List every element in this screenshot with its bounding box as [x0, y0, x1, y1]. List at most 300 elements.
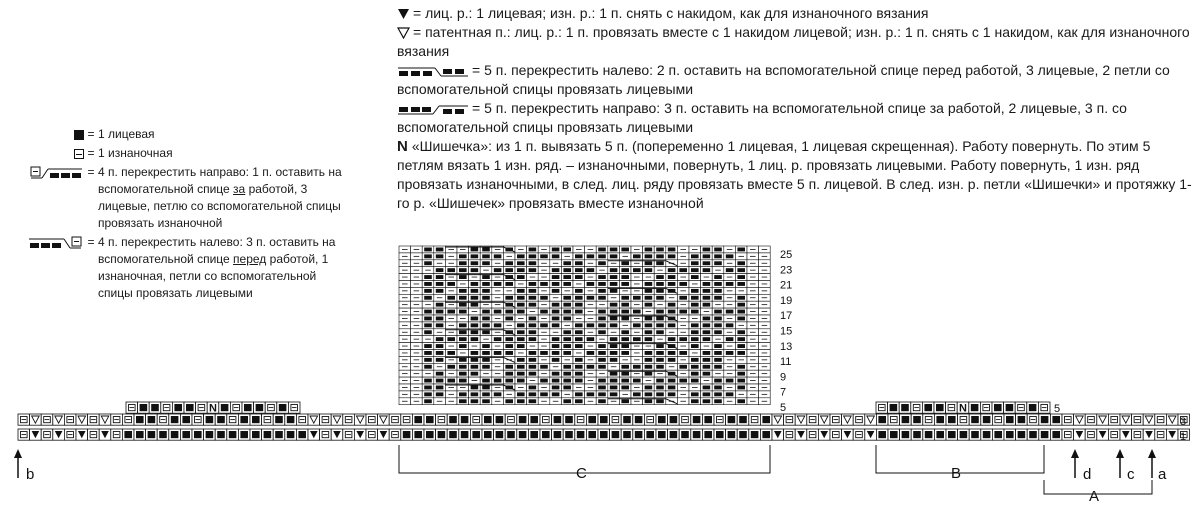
knit-mark [221, 404, 229, 411]
legend-cross-left-5: = 5 п. перекрестить налево: 2 п. оставить на вспомогательной спице перед работой, 3 лицевые, 2 петли со вспомогательной спицы провязать лицевыми [397, 62, 1170, 97]
c-knit-mark [668, 282, 676, 286]
c-knit-mark [575, 337, 583, 341]
c-knit-mark [610, 344, 618, 348]
c-knit-mark [482, 344, 490, 348]
c-knit-mark [482, 399, 490, 403]
c-knit-mark [645, 268, 653, 272]
knit-mark [472, 431, 480, 438]
c-knit-mark [505, 296, 513, 300]
c-knit-mark [482, 261, 490, 265]
c-knit-mark [598, 323, 606, 327]
c-knit-mark [552, 282, 560, 286]
knit-mark [151, 404, 159, 411]
c-knit-mark [703, 358, 711, 362]
c-knit-mark [563, 317, 571, 321]
c-knit-mark [656, 365, 664, 369]
knit-mark [913, 431, 921, 438]
c-knit-mark [679, 337, 687, 341]
c-knit-mark [540, 379, 548, 383]
knit-mark [403, 431, 411, 438]
c-knit-mark [726, 337, 734, 341]
c-knit-mark [679, 310, 687, 314]
c-knit-mark [552, 323, 560, 327]
knit-mark [983, 416, 991, 423]
c-knit-mark [703, 303, 711, 307]
c-knit-mark [575, 268, 583, 272]
c-knit-mark [529, 296, 537, 300]
knit-mark [716, 431, 724, 438]
c-knit-mark [482, 275, 490, 279]
c-knit-mark [598, 254, 606, 258]
c-knit-mark [656, 254, 664, 258]
row-number: 15 [780, 325, 793, 338]
c-knit-mark [645, 303, 653, 307]
row-number-b: 5 [1054, 403, 1061, 415]
c-knit-mark [575, 399, 583, 403]
c-knit-mark [424, 323, 432, 327]
c-knit-mark [459, 330, 467, 334]
c-knit-mark [621, 317, 629, 321]
c-knit-mark [656, 310, 664, 314]
knit-mark [449, 416, 457, 423]
c-knit-mark [517, 372, 525, 376]
legend-cross-right-4: = 4 п. перекрестить направо: 1 п. оставить на вспомогательной спице за работой, 3 лицевые, петлю со вспомогательной спицы провязать изнаночной [14, 164, 344, 232]
c-knit-mark [598, 379, 606, 383]
c-knit-mark [540, 392, 548, 396]
c-knit-mark [737, 365, 745, 369]
c-knit-mark [552, 351, 560, 355]
c-knit-mark [656, 392, 664, 396]
label-b-small: b [26, 466, 35, 483]
c-knit-mark [610, 317, 618, 321]
c-knit-mark [517, 310, 525, 314]
knit-mark [206, 416, 214, 423]
c-knit-mark [645, 261, 653, 265]
c-knit-mark [633, 310, 641, 314]
c-knit-mark [656, 261, 664, 265]
c-knit-mark [679, 296, 687, 300]
c-knit-mark [737, 372, 745, 376]
c-knit-mark [459, 337, 467, 341]
c-knit-mark [424, 358, 432, 362]
knit-mark [530, 431, 538, 438]
knit-mark [140, 404, 148, 411]
c-knit-mark [482, 323, 490, 327]
knit-mark [658, 416, 666, 423]
knit-mark [298, 431, 306, 438]
c-knit-mark [436, 282, 444, 286]
c-knit-mark [563, 399, 571, 403]
c-knit-mark [679, 365, 687, 369]
c-knit-mark [494, 323, 502, 327]
c-knit-mark [529, 358, 537, 362]
knit-mark [414, 416, 422, 423]
c-knit-mark [656, 275, 664, 279]
c-knit-mark [494, 392, 502, 396]
c-knit-mark [529, 303, 537, 307]
knit-mark [206, 431, 214, 438]
c-knit-mark [714, 351, 722, 355]
c-knit-mark [563, 310, 571, 314]
c-knit-mark [471, 351, 479, 355]
c-knit-mark [668, 351, 676, 355]
c-knit-mark [621, 344, 629, 348]
knit-mark [124, 431, 132, 438]
knit-mark [159, 431, 167, 438]
c-knit-mark [714, 358, 722, 362]
c-knit-mark [703, 372, 711, 376]
c-knit-mark [552, 310, 560, 314]
knit-mark [994, 404, 1002, 411]
c-knit-mark [552, 303, 560, 307]
row-number: 23 [780, 264, 793, 277]
legend-open-triangle: = патентная п.: лиц. р.: 1 п. провязать вместе с 1 накидом лицевой; изн. р.: 1 п. снять с 1 накидом, как для изнаночного вязания [397, 24, 1190, 59]
chart-cells [18, 246, 1190, 440]
c-knit-mark [645, 330, 653, 334]
c-knit-mark [436, 337, 444, 341]
c-knit-mark [691, 323, 699, 327]
c-knit-mark [505, 372, 513, 376]
c-knit-mark [563, 261, 571, 265]
c-knit-mark [703, 254, 711, 258]
c-knit-mark [645, 289, 653, 293]
c-knit-mark [621, 337, 629, 341]
c-knit-mark [436, 344, 444, 348]
c-knit-mark [552, 254, 560, 258]
c-knit-mark [610, 289, 618, 293]
c-knit-mark [645, 351, 653, 355]
c-knit-mark [575, 358, 583, 362]
legend-purl: = 1 изнаночная [14, 145, 344, 162]
c-knit-mark [482, 289, 490, 293]
c-knit-mark [703, 296, 711, 300]
c-knit-mark [447, 268, 455, 272]
c-knit-mark [621, 275, 629, 279]
c-knit-mark [714, 386, 722, 390]
c-knit-mark [726, 310, 734, 314]
c-knit-mark [621, 248, 629, 252]
c-knit-mark [529, 268, 537, 272]
legend-cross-left-4-text: 4 п. перекрестить налево: 3 п. оставить на вспомогательной спице перед работой, 1 изнаночная, петли со вспомогательной спицы провязать лицевыми [98, 235, 336, 300]
knit-mark [925, 431, 933, 438]
row-number: 13 [780, 340, 793, 353]
knit-mark [924, 404, 932, 411]
knit-mark [264, 431, 272, 438]
c-knit-mark [529, 365, 537, 369]
c-knit-mark [436, 358, 444, 362]
c-knit-mark [679, 268, 687, 272]
c-knit-mark [598, 310, 606, 314]
c-knit-mark [714, 323, 722, 327]
c-knit-mark [563, 365, 571, 369]
c-knit-mark [668, 303, 676, 307]
c-knit-mark [610, 248, 618, 252]
knit-mark [577, 431, 585, 438]
arrow-a-head [1148, 449, 1156, 458]
c-knit-mark [459, 310, 467, 314]
c-knit-mark [703, 323, 711, 327]
c-knit-mark [471, 282, 479, 286]
c-knit-mark [587, 296, 595, 300]
c-knit-mark [552, 358, 560, 362]
knit-mark [704, 416, 712, 423]
knit-mark [936, 431, 944, 438]
c-knit-mark [459, 275, 467, 279]
c-knit-mark [610, 310, 618, 314]
c-knit-mark [714, 310, 722, 314]
knit-mark [496, 431, 504, 438]
c-knit-mark [436, 351, 444, 355]
c-knit-mark [737, 337, 745, 341]
c-knit-mark [714, 261, 722, 265]
c-knit-mark [598, 275, 606, 279]
c-knit-mark [633, 392, 641, 396]
knit-mark [948, 416, 956, 423]
c-knit-mark [656, 344, 664, 348]
knit-mark [287, 431, 295, 438]
c-knit-mark [459, 365, 467, 369]
arrow-c-head [1116, 449, 1124, 458]
c-knit-mark [459, 296, 467, 300]
knit-mark [426, 416, 434, 423]
c-knit-mark [436, 392, 444, 396]
c-knit-mark [714, 254, 722, 258]
legend-cross-left-4: = 4 п. перекрестить налево: 3 п. оставить на вспомогательной спице перед работой, 1 изнаночная, петли со вспомогательной спицы провязать лицевыми [14, 234, 344, 302]
c-knit-mark [621, 296, 629, 300]
c-knit-mark [540, 296, 548, 300]
c-knit-mark [703, 330, 711, 334]
c-knit-mark [482, 310, 490, 314]
c-knit-mark [645, 337, 653, 341]
c-knit-mark [610, 282, 618, 286]
c-knit-mark [529, 392, 537, 396]
c-knit-mark [563, 303, 571, 307]
c-knit-mark [737, 399, 745, 403]
c-knit-mark [540, 310, 548, 314]
c-knit-mark [424, 310, 432, 314]
c-knit-mark [691, 275, 699, 279]
c-knit-mark [459, 379, 467, 383]
c-knit-mark [691, 310, 699, 314]
c-knit-mark [505, 337, 513, 341]
knit-mark [1041, 431, 1049, 438]
c-knit-mark [656, 296, 664, 300]
c-knit-mark [737, 379, 745, 383]
knit-mark [194, 431, 202, 438]
c-knit-mark [714, 248, 722, 252]
c-knit-mark [656, 289, 664, 293]
c-knit-mark [447, 351, 455, 355]
c-knit-mark [587, 351, 595, 355]
c-knit-mark [726, 282, 734, 286]
knit-mark [1018, 416, 1026, 423]
c-knit-mark [598, 351, 606, 355]
c-knit-mark [424, 296, 432, 300]
knit-mark [252, 431, 260, 438]
knit-mark [971, 404, 979, 411]
c-knit-mark [436, 248, 444, 252]
c-knit-mark [424, 282, 432, 286]
knit-mark [739, 416, 747, 423]
c-knit-mark [645, 358, 653, 362]
c-knit-mark [540, 323, 548, 327]
knit-mark [519, 416, 527, 423]
c-knit-mark [691, 303, 699, 307]
c-knit-mark [587, 323, 595, 327]
c-knit-mark [587, 365, 595, 369]
c-knit-mark [691, 268, 699, 272]
c-knit-mark [563, 372, 571, 376]
c-knit-mark [436, 323, 444, 327]
c-knit-mark [645, 317, 653, 321]
c-knit-mark [703, 392, 711, 396]
c-knit-mark [656, 351, 664, 355]
c-knit-mark [656, 358, 664, 362]
label-a-small: a [1158, 466, 1167, 483]
arrow-b-head [14, 449, 22, 458]
c-knit-mark [714, 392, 722, 396]
c-knit-mark [598, 330, 606, 334]
c-knit-mark [610, 351, 618, 355]
row-number: 11 [780, 356, 792, 369]
c-knit-mark [598, 289, 606, 293]
c-knit-mark [737, 303, 745, 307]
c-knit-mark [563, 379, 571, 383]
knit-mark [902, 431, 910, 438]
c-knit-mark [552, 275, 560, 279]
c-knit-mark [517, 323, 525, 327]
c-knit-mark [459, 323, 467, 327]
knit-mark [612, 431, 620, 438]
knit-mark [623, 416, 631, 423]
c-knit-mark [703, 365, 711, 369]
c-knit-mark [737, 275, 745, 279]
row-number: 21 [780, 279, 793, 292]
c-knit-mark [645, 399, 653, 403]
c-knit-mark [424, 248, 432, 252]
c-knit-mark [471, 330, 479, 334]
c-knit-mark [505, 261, 513, 265]
knit-mark [890, 404, 898, 411]
bobble-symbol-icon: N [397, 138, 408, 155]
c-knit-mark [517, 392, 525, 396]
c-knit-mark [726, 254, 734, 258]
c-knit-mark [563, 268, 571, 272]
c-knit-mark [645, 254, 653, 258]
c-knit-mark [656, 317, 664, 321]
knit-mark [217, 431, 225, 438]
c-knit-mark [436, 275, 444, 279]
c-knit-mark [714, 344, 722, 348]
c-knit-mark [575, 261, 583, 265]
c-knit-mark [621, 399, 629, 403]
c-knit-mark [726, 323, 734, 327]
knit-mark [1006, 416, 1014, 423]
c-knit-mark [471, 248, 479, 252]
c-knit-mark [552, 248, 560, 252]
c-knit-mark [471, 303, 479, 307]
knit-mark [588, 416, 596, 423]
knit-mark [275, 431, 283, 438]
c-knit-mark [494, 268, 502, 272]
c-knit-mark [424, 275, 432, 279]
c-knit-mark [563, 351, 571, 355]
c-knit-mark [691, 296, 699, 300]
knit-mark [693, 431, 701, 438]
knit-mark [670, 431, 678, 438]
c-knit-mark [691, 344, 699, 348]
knit-mark [554, 416, 562, 423]
c-knit-mark [482, 351, 490, 355]
c-knit-mark [471, 261, 479, 265]
knit-mark [878, 431, 886, 438]
c-knit-mark [505, 365, 513, 369]
c-knit-mark [447, 337, 455, 341]
c-knit-mark [494, 310, 502, 314]
c-knit-mark [424, 330, 432, 334]
c-knit-mark [517, 268, 525, 272]
c-knit-mark [505, 268, 513, 272]
knit-mark [252, 416, 260, 423]
c-knit-mark [610, 337, 618, 341]
c-knit-mark [424, 317, 432, 321]
c-knit-mark [505, 379, 513, 383]
c-knit-mark [703, 386, 711, 390]
knit-mark [948, 431, 956, 438]
c-knit-mark [610, 392, 618, 396]
knit-mark [1041, 416, 1049, 423]
c-knit-mark [645, 365, 653, 369]
legend-knit: = 1 лицевая [14, 126, 344, 143]
c-knit-mark [529, 351, 537, 355]
c-knit-mark [552, 337, 560, 341]
c-knit-mark [587, 254, 595, 258]
c-knit-mark [598, 282, 606, 286]
knit-mark [554, 431, 562, 438]
knit-mark [174, 404, 182, 411]
knit-mark [496, 416, 504, 423]
knit-mark [600, 416, 608, 423]
c-knit-mark [737, 386, 745, 390]
c-knit-mark [471, 296, 479, 300]
c-knit-mark [459, 344, 467, 348]
c-knit-mark [436, 289, 444, 293]
row-number: 25 [780, 249, 793, 261]
knit-mark [658, 431, 666, 438]
c-knit-mark [436, 379, 444, 383]
c-knit-mark [482, 330, 490, 334]
c-knit-mark [737, 261, 745, 265]
knit-mark [681, 431, 689, 438]
c-knit-mark [621, 310, 629, 314]
c-knit-mark [598, 386, 606, 390]
c-knit-mark [691, 254, 699, 258]
knit-mark [449, 431, 457, 438]
legend-purl-text: 1 изнаночная [98, 146, 173, 160]
c-knit-mark [598, 261, 606, 265]
c-knit-mark [691, 399, 699, 403]
c-knit-mark [471, 365, 479, 369]
c-knit-mark [563, 386, 571, 390]
c-knit-mark [714, 399, 722, 403]
label-d-small: d [1083, 466, 1092, 483]
c-knit-mark [737, 296, 745, 300]
legend-knit-text: 1 лицевая [98, 127, 155, 141]
c-knit-mark [656, 248, 664, 252]
knit-mark [635, 431, 643, 438]
c-knit-mark [656, 379, 664, 383]
row-number: 17 [780, 310, 793, 323]
